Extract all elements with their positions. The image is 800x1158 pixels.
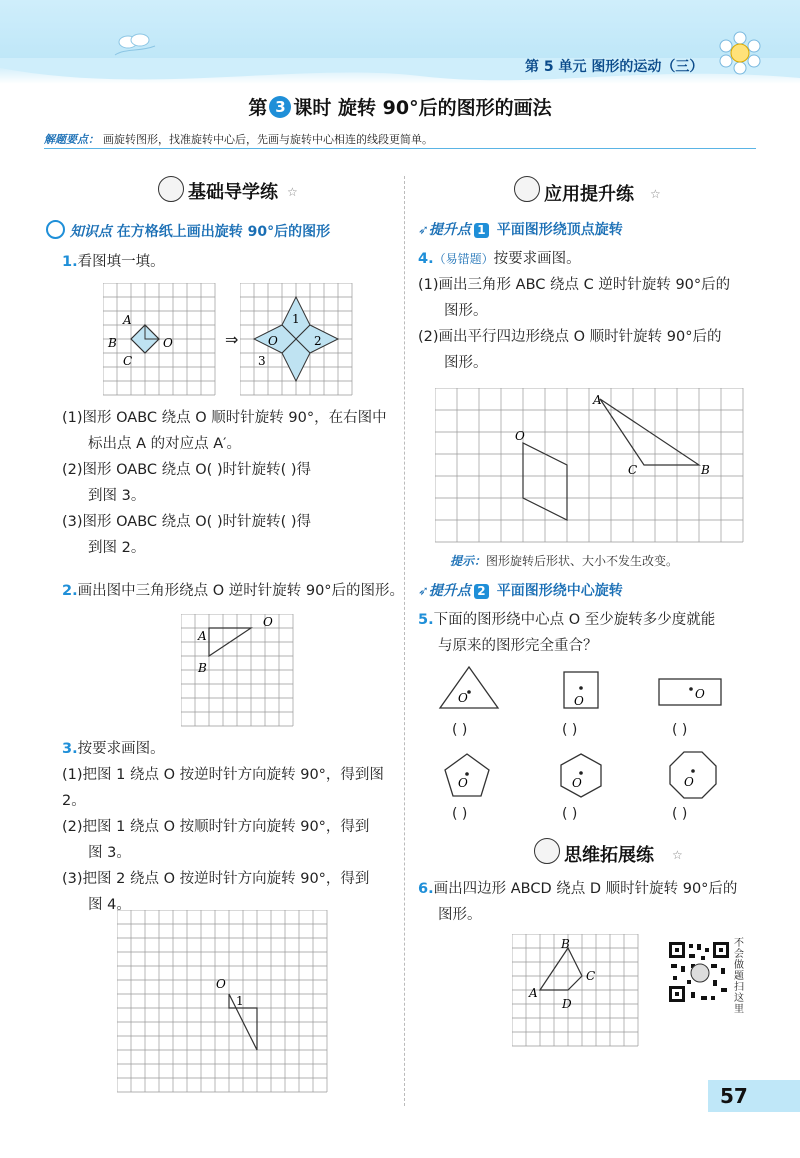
q1-figure-right: [240, 283, 356, 399]
key-point-divider: [44, 148, 756, 149]
label-b: B: [108, 336, 117, 350]
q6-stem-line2: 图形。: [438, 907, 482, 923]
qr-caption: 不会做题扫这里: [734, 938, 744, 1015]
hexagon-shape: [559, 752, 603, 798]
triangle-shape: [438, 665, 500, 711]
q1-sub1-line1: (1)图形 OABC 绕点 O 顺时针旋转 90°，在右图中: [62, 410, 387, 426]
answer-blank-rectangle[interactable]: ( ): [672, 722, 688, 738]
question-1: [62, 249, 165, 275]
title-prefix: 第: [248, 97, 268, 119]
tp1-number: 1: [474, 223, 489, 238]
question-3-stem: 按要求画图。: [77, 741, 165, 757]
question-5-number: 5.: [418, 612, 434, 628]
answer-blank-hexagon[interactable]: ( ): [562, 806, 578, 822]
mascot-icon: [514, 176, 540, 202]
mascot-icon: [158, 176, 184, 202]
label-o: O: [572, 776, 582, 790]
q1-sub1-line2: 标出点 A 的对应点 A′。: [88, 436, 241, 452]
pentagon-shape: [443, 752, 491, 798]
label-o: O: [515, 429, 525, 443]
q1-sub2-line2: 到图 3。: [88, 488, 146, 504]
qr-code-icon[interactable]: [667, 940, 731, 1004]
knowledge-point-tag: 知识点: [69, 224, 112, 240]
lesson-title: [0, 93, 800, 120]
label-d: D: [562, 997, 572, 1011]
q2-grid: [181, 614, 297, 730]
rocket-icon: ➶: [418, 584, 429, 599]
question-2: [62, 578, 404, 604]
figure-label-1: 1: [292, 312, 300, 326]
q3-grid: [117, 910, 339, 1096]
q6-grid: [512, 934, 640, 1048]
label-a: A: [198, 629, 207, 643]
question-4-stem: 按要求画图。: [493, 251, 581, 267]
q4-sub1-line1: (1)画出三角形 ABC 绕点 C 逆时针旋转 90°后的: [418, 277, 731, 293]
question-4: [418, 246, 778, 376]
quadrilateral-abcd: [540, 948, 582, 990]
q3-sub2-line2: 图 3。: [88, 845, 131, 861]
label-a: A: [123, 313, 132, 327]
q4-grid: [435, 388, 761, 546]
question-6-number: 6.: [418, 881, 434, 897]
arrow-icon: ⇒: [225, 330, 239, 349]
section-title-applied: 应用提升练: [544, 184, 634, 205]
label-b: B: [701, 463, 710, 477]
label-o: O: [574, 694, 584, 708]
square-shape: [562, 670, 602, 712]
q1-figure-left: [103, 283, 223, 399]
label-o: O: [695, 687, 705, 701]
tp1-text: 平面图形绕顶点旋转: [496, 222, 623, 238]
column-divider: [404, 176, 405, 1106]
butterfly-icon: [110, 30, 160, 60]
title-number-badge: 3: [269, 96, 291, 118]
tp2-tag: 提升点: [428, 583, 471, 599]
q3-sub1: (1)把图 1 绕点 O 按逆时针方向旋转 90°，得到图 2。: [62, 767, 384, 809]
improvement-point-2: [418, 580, 623, 600]
answer-blank-square[interactable]: ( ): [562, 722, 578, 738]
label-c: C: [123, 354, 133, 368]
q3-sub2-line1: (2)把图 1 绕点 O 按顺时针方向旋转 90°，得到: [62, 819, 370, 835]
question-1-number: 1.: [62, 254, 78, 270]
key-point-label: 解题要点：: [44, 133, 99, 146]
question-6: [418, 876, 778, 928]
question-5: [418, 607, 778, 659]
q3-sub3-line2: 图 4。: [88, 897, 131, 913]
hint-label: 提示：: [450, 554, 487, 568]
rocket-icon: ➶: [418, 223, 429, 238]
star-icon: ☆: [287, 185, 298, 199]
q1-sub2-line1: (2)图形 OABC 绕点 O( )时针旋转( )得: [62, 462, 312, 478]
question-1-stem: 看图填一填。: [77, 254, 165, 270]
question-3-number: 3.: [62, 741, 78, 757]
label-o: O: [684, 775, 694, 789]
q4-sub1-line2: 图形。: [444, 303, 488, 319]
improvement-point-1: [418, 219, 623, 239]
figure-label-3: 3: [258, 354, 266, 368]
label-o: O: [216, 977, 226, 991]
rectangle-shape: [657, 677, 723, 707]
figure-label-2: 2: [314, 334, 322, 348]
flower-icon: [714, 28, 766, 78]
label-b: B: [561, 937, 570, 951]
question-2-stem: 画出图中三角形绕点 O 逆时针旋转 90°后的图形。: [77, 583, 405, 599]
label-o: O: [458, 691, 468, 705]
answer-blank-pentagon[interactable]: ( ): [452, 806, 468, 822]
q1-sub3-line2: 到图 2。: [88, 540, 146, 556]
octagon-shape: [668, 750, 718, 800]
key-point: [44, 131, 433, 147]
label-c: C: [586, 969, 596, 983]
knowledge-point-text: 在方格纸上画出旋转 90°后的图形: [116, 224, 331, 240]
star-icon: ☆: [650, 187, 661, 201]
error-prone-tag: （易错题）: [433, 252, 494, 266]
q5-stem-line1: 下面的图形绕中心点 O 至少旋转多少度就能: [433, 612, 716, 628]
label-a: A: [529, 986, 538, 1000]
question-4-number: 4.: [418, 251, 434, 267]
label-o: O: [458, 776, 468, 790]
star-icon: ☆: [672, 848, 683, 862]
figure-label-1: 1: [236, 994, 244, 1008]
label-c: C: [628, 463, 638, 477]
tp1-tag: 提升点: [428, 222, 471, 238]
mascot-icon: [534, 838, 560, 864]
label-o: O: [268, 334, 278, 348]
key-point-text: 画旋转图形，找准旋转中心后，先画与旋转中心相连的线段更简单。: [103, 133, 433, 146]
label-o: O: [263, 615, 273, 629]
question-1-subs: [62, 405, 402, 561]
target-icon: [46, 220, 65, 239]
answer-blank-octagon[interactable]: ( ): [672, 806, 688, 822]
section-title-basic: 基础导学练: [188, 182, 278, 203]
tp2-number: 2: [474, 584, 489, 599]
question-2-number: 2.: [62, 583, 78, 599]
hint: [450, 552, 678, 569]
label-a: A: [593, 393, 602, 407]
q4-sub2-line1: (2)画出平行四边形绕点 O 顺时针旋转 90°后的: [418, 329, 722, 345]
q1-sub3-line1: (3)图形 OABC 绕点 O( )时针旋转( )得: [62, 514, 312, 530]
tp2-text: 平面图形绕中心旋转: [496, 583, 623, 599]
knowledge-point: [46, 220, 330, 241]
q4-sub2-line2: 图形。: [444, 355, 488, 371]
unit-label: 第 5 单元 图形的运动（三）: [525, 59, 704, 75]
q5-stem-line2: 与原来的图形完全重合？: [438, 638, 598, 654]
section-title-extension: 思维拓展练: [564, 845, 654, 866]
q3-sub3-line1: (3)把图 2 绕点 O 按逆时针方向旋转 90°，得到: [62, 871, 370, 887]
question-3: [62, 736, 402, 918]
label-o: O: [163, 336, 173, 350]
answer-blank-triangle[interactable]: ( ): [452, 722, 468, 738]
hint-text: 图形旋转后形状、大小不发生改变。: [486, 554, 679, 568]
label-b: B: [198, 661, 207, 675]
title-text: 课时 旋转 90°后的图形的画法: [293, 97, 552, 119]
page-number: 57: [720, 1084, 748, 1108]
q6-stem-line1: 画出四边形 ABCD 绕点 D 顺时针旋转 90°后的: [433, 881, 738, 897]
